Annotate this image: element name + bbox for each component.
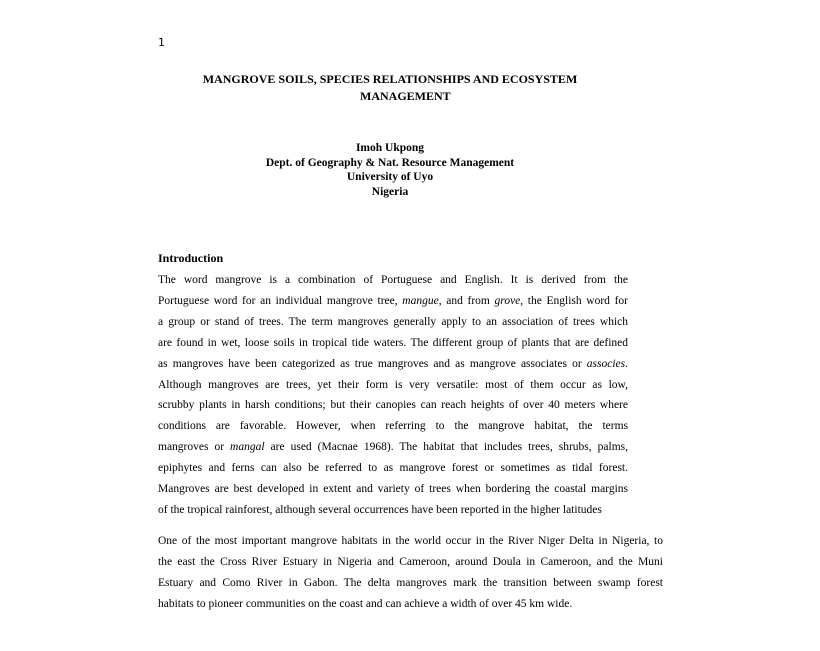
paragraph-line: of the tropical rainforest, although several occurrences have been reported in the higher latitudes — [158, 503, 602, 516]
section-heading-introduction: Introduction — [158, 251, 224, 265]
paragraph-line: a group or stand of trees. The term mangroves generally apply to an association of trees which — [158, 315, 628, 328]
paragraph-line — [158, 291, 628, 312]
paragraph-line: The word mangrove is a combination of Portuguese and English. It is derived from the — [158, 274, 628, 286]
author-university: University of Uyo — [346, 171, 434, 183]
paragraph-line: conditions are favorable. However, when referring to the mangrove habitat, the terms — [158, 420, 628, 433]
text-run: are used (Macnae 1968). The habitat that includes trees, shrubs, palms, — [264, 441, 628, 454]
text-run: , the English word for — [520, 294, 628, 307]
paragraph-line — [158, 354, 628, 375]
author-name: Imoh Ukpong — [355, 142, 425, 154]
paragraph-line: One of the most important mangrove habitats in the world occur in the River Niger Delta in Nigeria, to — [158, 535, 663, 547]
paragraph-line: epiphytes and ferns can also be referred to as mangrove forest or sometimes as tidal forest. — [158, 462, 628, 475]
paragraph-line — [158, 437, 628, 458]
paper-title-line-2: MANAGEMENT — [360, 89, 451, 103]
paragraph-line: habitats to pioneer communities on the coast and can achieve a width of over 45 km wide. — [158, 597, 573, 610]
page-number: 1 — [158, 36, 165, 49]
paragraph-1 — [158, 270, 628, 521]
paragraph-line: are found in wet, loose soils in tropical tide waters. The different group of plants that are defined — [158, 336, 628, 349]
text-run: as mangroves have been categorized as true mangroves and as mangrove associates or — [158, 357, 587, 370]
italic-term: associes — [586, 357, 626, 370]
author-block — [190, 141, 590, 199]
author-department: Dept. of Geography & Nat. Resource Management — [265, 156, 515, 169]
text-run: mangroves or — [158, 441, 231, 454]
italic-term: grove — [494, 294, 521, 307]
text-run: , and from — [438, 294, 495, 307]
paragraph-line: Mangroves are best developed in extent and variety of trees when bordering the coastal margins — [158, 483, 628, 496]
author-country: Nigeria — [371, 185, 409, 198]
paper-title-line-1: MANGROVE SOILS, SPECIES RELATIONSHIPS AND ECOSYSTEM — [202, 72, 578, 86]
paragraph-line: the east the Cross River Estuary in Nigeria and Cameroon, around Doula in Cameroon, and the Muni — [158, 555, 663, 568]
paragraph-line: scrubby plants in harsh conditions; but their canopies can reach heights of over 40 meters where — [158, 399, 628, 412]
text-run: . — [625, 357, 628, 370]
paragraph-line: Estuary and Como River in Gabon. The delta mangroves mark the transition between swamp forest — [158, 576, 663, 589]
paragraph-line: Although mangroves are trees, yet their form is very versatile: most of them occur as low, — [158, 378, 628, 391]
text-run: Portuguese word for an individual mangrove tree, — [158, 294, 403, 307]
italic-term: mangue — [402, 294, 439, 307]
paragraph-2 — [158, 531, 663, 615]
italic-term: mangal — [230, 441, 265, 454]
